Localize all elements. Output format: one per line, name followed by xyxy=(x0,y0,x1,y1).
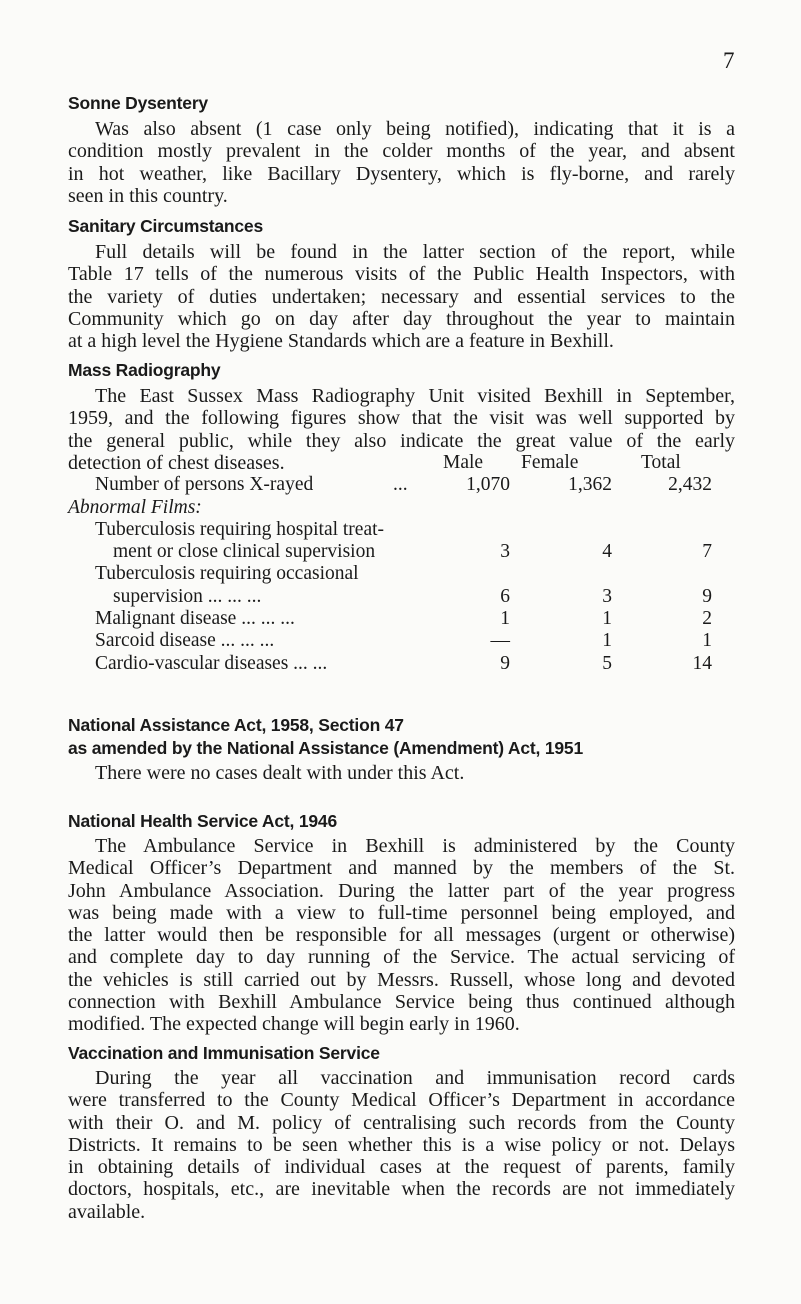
mass-radiography-heading: Mass Radiography xyxy=(68,360,221,380)
nhs-act-paragraph xyxy=(68,835,735,1036)
paragraph-line: There were no cases dealt with under this Act. xyxy=(95,762,465,784)
page-number: 7 xyxy=(723,48,735,73)
sonne-dysentery-heading: Sonne Dysentery xyxy=(68,93,208,113)
paragraph-line: available. xyxy=(68,1200,146,1223)
paragraph-line: During the year all vaccination and immunisation record cards xyxy=(95,1067,735,1089)
cell-total: 2,432 xyxy=(668,474,712,496)
cell-male: 1,070 xyxy=(466,474,510,496)
row-label: Tuberculosis requiring occasional xyxy=(95,563,359,585)
paragraph-line: the vehicles is still carried out by Messrs. Russell, whose long and devoted xyxy=(68,968,735,991)
column-header-female: Female xyxy=(521,452,579,473)
table-row-tb-hospital-line1 xyxy=(68,519,738,541)
paragraph-line: the general public, while they also indicate the great value of the early xyxy=(68,429,735,452)
paragraph-line: Community which go on day after day throughout the year to maintain xyxy=(68,307,735,330)
cell-total: 14 xyxy=(692,652,712,674)
paragraph-line: Table 17 tells of the numerous visits of the Public Health Inspectors, with xyxy=(68,263,735,286)
row-label: Tuberculosis requiring hospital treat- xyxy=(95,518,385,540)
paragraph-line: seen in this country. xyxy=(68,184,228,207)
paragraph-line: modified. The expected change will begin early in 1960. xyxy=(68,1013,520,1036)
radiography-figures-table xyxy=(68,452,738,675)
cell-male: — xyxy=(490,630,510,652)
national-assistance-subheading: as amended by the National Assistance (Amendment) Act, 1951 xyxy=(68,738,583,758)
cell-total: 7 xyxy=(702,541,712,563)
sanitary-circumstances-heading: Sanitary Circumstances xyxy=(68,216,263,236)
vaccination-heading: Vaccination and Immunisation Service xyxy=(68,1043,380,1063)
row-label: Cardio-vascular diseases ... ... xyxy=(95,652,328,674)
table-row-persons xyxy=(68,474,738,496)
cell-total: 1 xyxy=(702,630,712,652)
cell-female: 4 xyxy=(602,541,612,563)
paragraph-line: were transferred to the County Medical Officer’s Department in accordance xyxy=(68,1089,735,1112)
vaccination-paragraph xyxy=(68,1067,735,1223)
table-row-malignant xyxy=(68,608,738,630)
row-label: Malignant disease ... ... ... xyxy=(95,608,295,630)
cell-male: 6 xyxy=(500,585,510,607)
cell-female: 1 xyxy=(602,630,612,652)
table-row-cardio-vascular xyxy=(68,653,738,675)
paragraph-line: the variety of duties undertaken; necessary and essential services to the xyxy=(68,285,735,308)
table-row-abnormal-films xyxy=(68,497,738,519)
paragraph-line: and complete day to day running of the Service. The actual servicing of xyxy=(68,946,735,969)
paragraph-line: John Ambulance Association. During the latter part of the year progress xyxy=(68,879,735,902)
paragraph-line: 1959, and the following figures show that the visit was well supported by xyxy=(68,407,735,430)
column-header-male: Male xyxy=(443,452,484,473)
cell-female: 1 xyxy=(602,608,612,630)
table-row-tb-hospital xyxy=(68,541,738,563)
national-assistance-heading: National Assistance Act, 1958, Section 47 xyxy=(68,715,404,735)
cell-male: 3 xyxy=(500,541,510,563)
sanitary-circumstances-paragraph xyxy=(68,241,735,352)
paragraph-line: was being made with a view to full-time personnel being employed, and xyxy=(68,901,735,924)
paragraph-line: at a high level the Hygiene Standards which are a feature in Bexhill. xyxy=(68,330,614,353)
table-row-tb-occasional xyxy=(68,586,738,608)
cell-female: 3 xyxy=(602,585,612,607)
paragraph-line: Was also absent (1 case only being notified), indicating that it is a xyxy=(95,118,735,140)
paragraph-line: Medical Officer’s Department and manned by the members of the St. xyxy=(68,857,735,880)
row-label: Abnormal Films: xyxy=(68,496,202,518)
paragraph-line: detection of chest diseases. xyxy=(68,451,285,474)
column-header-total: Total xyxy=(641,452,681,473)
paragraph-line: in hot weather, like Bacillary Dysentery, which is fly-borne, and rarely xyxy=(68,162,735,185)
paragraph-line: connection with Bexhill Ambulance Service being thus continued although xyxy=(68,991,735,1014)
table-header-row xyxy=(68,452,738,474)
table-row-sarcoid xyxy=(68,630,738,652)
leader-dots: ... xyxy=(393,474,408,496)
paragraph-line: The Ambulance Service in Bexhill is administered by the County xyxy=(95,835,735,857)
cell-male: 9 xyxy=(500,652,510,674)
table-row-tb-occasional-line1 xyxy=(68,563,738,585)
cell-female: 5 xyxy=(602,652,612,674)
cell-total: 9 xyxy=(702,585,712,607)
cell-male: 1 xyxy=(500,608,510,630)
cell-total: 2 xyxy=(702,608,712,630)
paragraph-line: Full details will be found in the latter section of the report, while xyxy=(95,241,735,263)
paragraph-line: with their O. and M. policy of centralising such records from the County xyxy=(68,1111,735,1134)
cell-female: 1,362 xyxy=(568,474,612,496)
national-assistance-paragraph xyxy=(68,762,735,784)
sonne-dysentery-paragraph xyxy=(68,118,735,207)
row-label: supervision ... ... ... xyxy=(113,585,262,607)
paragraph-line: the latter would then be responsible for all messages (urgent or otherwise) xyxy=(68,924,735,947)
paragraph-line: The East Sussex Mass Radiography Unit visited Bexhill in September, xyxy=(95,385,735,407)
paragraph-line: in obtaining details of individual cases at the request of parents, family xyxy=(68,1156,735,1179)
paragraph-line: condition mostly prevalent in the colder months of the year, and absent xyxy=(68,140,735,163)
row-label: ment or close clinical supervision xyxy=(113,541,376,563)
nhs-act-heading: National Health Service Act, 1946 xyxy=(68,811,337,831)
row-label: Sarcoid disease ... ... ... xyxy=(95,630,275,652)
paragraph-line: Districts. It remains to be seen whether this is a wise policy or not. Delays xyxy=(68,1133,735,1156)
paragraph-line: doctors, hospitals, etc., are inevitable when the records are not immediately xyxy=(68,1178,735,1201)
row-label: Number of persons X-rayed xyxy=(95,474,314,496)
